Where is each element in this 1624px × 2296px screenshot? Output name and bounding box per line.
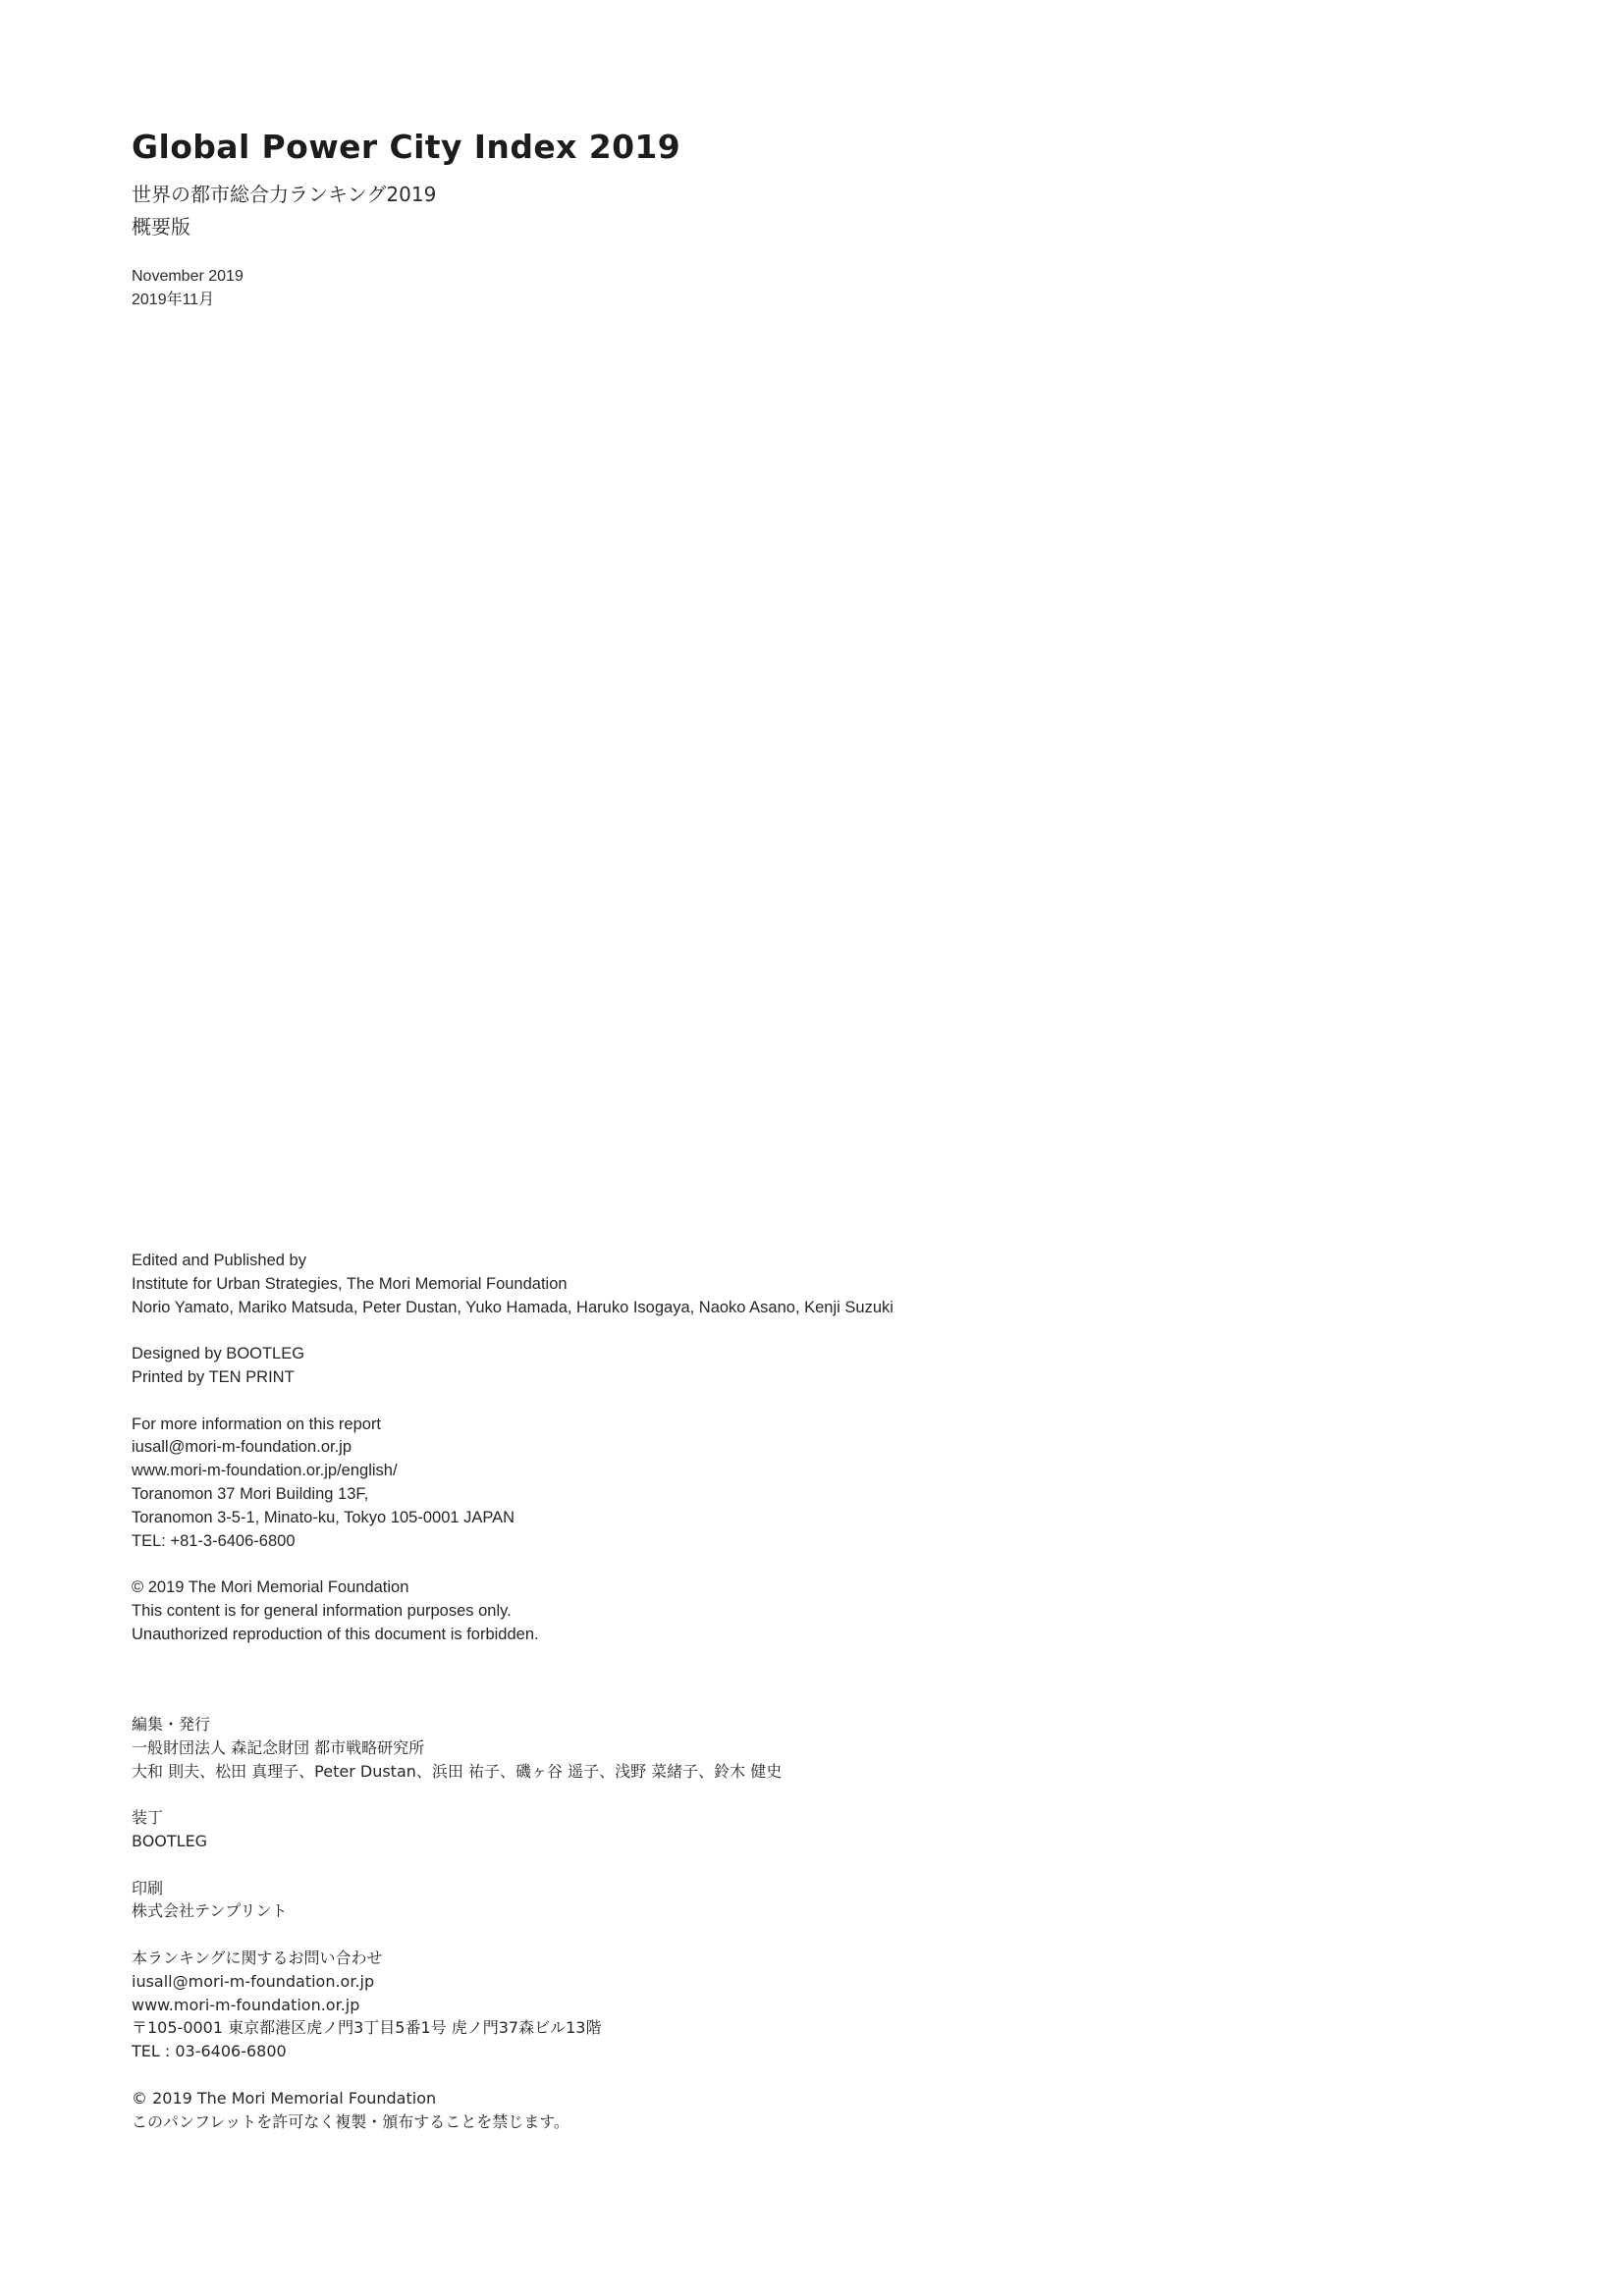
jp-contact-group bbox=[132, 1947, 782, 2063]
production-group bbox=[132, 1343, 893, 1390]
jp-print-value: 株式会社テンプリント bbox=[132, 1901, 288, 1921]
jp-copyright: © 2019 The Mori Memorial Foundation bbox=[132, 2088, 437, 2108]
contact-website: www.mori-m-foundation.or.jp/english/ bbox=[132, 1462, 398, 1480]
disclaimer-2: Unauthorized reproduction of this document is forbidden. bbox=[132, 1625, 539, 1643]
copyright: © 2019 The Mori Memorial Foundation bbox=[132, 1578, 409, 1597]
contact-group bbox=[132, 1414, 893, 1554]
jp-print-heading: 印刷 bbox=[132, 1878, 164, 1897]
english-colophon bbox=[132, 1250, 893, 1647]
publication-date bbox=[132, 265, 680, 312]
edited-heading: Edited and Published by bbox=[132, 1252, 306, 1269]
jp-address: 〒105-0001 東京都港区虎ノ門3丁目5番1号 虎ノ門37森ビル13階 bbox=[132, 2018, 602, 2038]
jp-info-heading: 本ランキングに関するお問い合わせ bbox=[132, 1948, 383, 1967]
jp-legal-group bbox=[132, 2087, 782, 2134]
jp-print-group bbox=[132, 1877, 782, 1924]
info-heading: For more information on this report bbox=[132, 1415, 382, 1433]
jp-editor-group bbox=[132, 1713, 782, 1783]
subtitle-line-1: 世界の都市総合力ランキング2019 bbox=[132, 183, 437, 206]
address-line-2: Toranomon 3-5-1, Minato-ku, Tokyo 105-0001 JAPAN bbox=[132, 1508, 515, 1526]
address-line-1: Toranomon 37 Mori Building 13F, bbox=[132, 1484, 369, 1503]
title-block bbox=[132, 126, 680, 312]
legal-group bbox=[132, 1576, 893, 1646]
jp-staff-list: 大和 則夫、松田 真理子、Peter Dustan、浜田 祐子、磯ヶ谷 遥子、浅野 菜緒子、鈴木 健史 bbox=[132, 1761, 783, 1781]
jp-contact-tel: TEL : 03-6406-6800 bbox=[132, 2042, 287, 2061]
disclaimer-1: This content is for general information purposes only. bbox=[132, 1601, 512, 1620]
jp-contact-website: www.mori-m-foundation.or.jp bbox=[132, 1995, 360, 2014]
jp-design-group bbox=[132, 1806, 782, 1853]
contact-email: iusall@mori-m-foundation.or.jp bbox=[132, 1438, 352, 1457]
editor-group bbox=[132, 1250, 893, 1319]
designed-by: Designed by BOOTLEG bbox=[132, 1345, 305, 1363]
subtitle-line-2: 概要版 bbox=[132, 215, 190, 239]
jp-design-heading: 装丁 bbox=[132, 1808, 164, 1828]
institute-name: Institute for Urban Strategies, The Mori Memorial Foundation bbox=[132, 1274, 568, 1293]
jp-notice: このパンフレットを許可なく複製・頒布することを禁じます。 bbox=[132, 2111, 569, 2131]
jp-edited-heading: 編集・発行 bbox=[132, 1715, 211, 1734]
date-english: November 2019 bbox=[132, 268, 244, 285]
jp-design-value: BOOTLEG bbox=[132, 1831, 208, 1850]
printed-by: Printed by TEN PRINT bbox=[132, 1367, 295, 1386]
document-title: Global Power City Index 2019 bbox=[132, 128, 681, 166]
staff-list: Norio Yamato, Mariko Matsuda, Peter Dustan, Yuko Hamada, Haruko Isogaya, Naoko Asano, Kenji Suzuki bbox=[132, 1298, 893, 1316]
jp-institute-name: 一般財団法人 森記念財団 都市戦略研究所 bbox=[132, 1737, 425, 1757]
japanese-colophon bbox=[132, 1713, 782, 2133]
date-japanese: 2019年11月 bbox=[132, 292, 215, 308]
contact-tel: TEL: +81-3-6406-6800 bbox=[132, 1531, 296, 1550]
japanese-subtitle bbox=[132, 179, 680, 243]
jp-contact-email: iusall@mori-m-foundation.or.jp bbox=[132, 1971, 375, 1991]
